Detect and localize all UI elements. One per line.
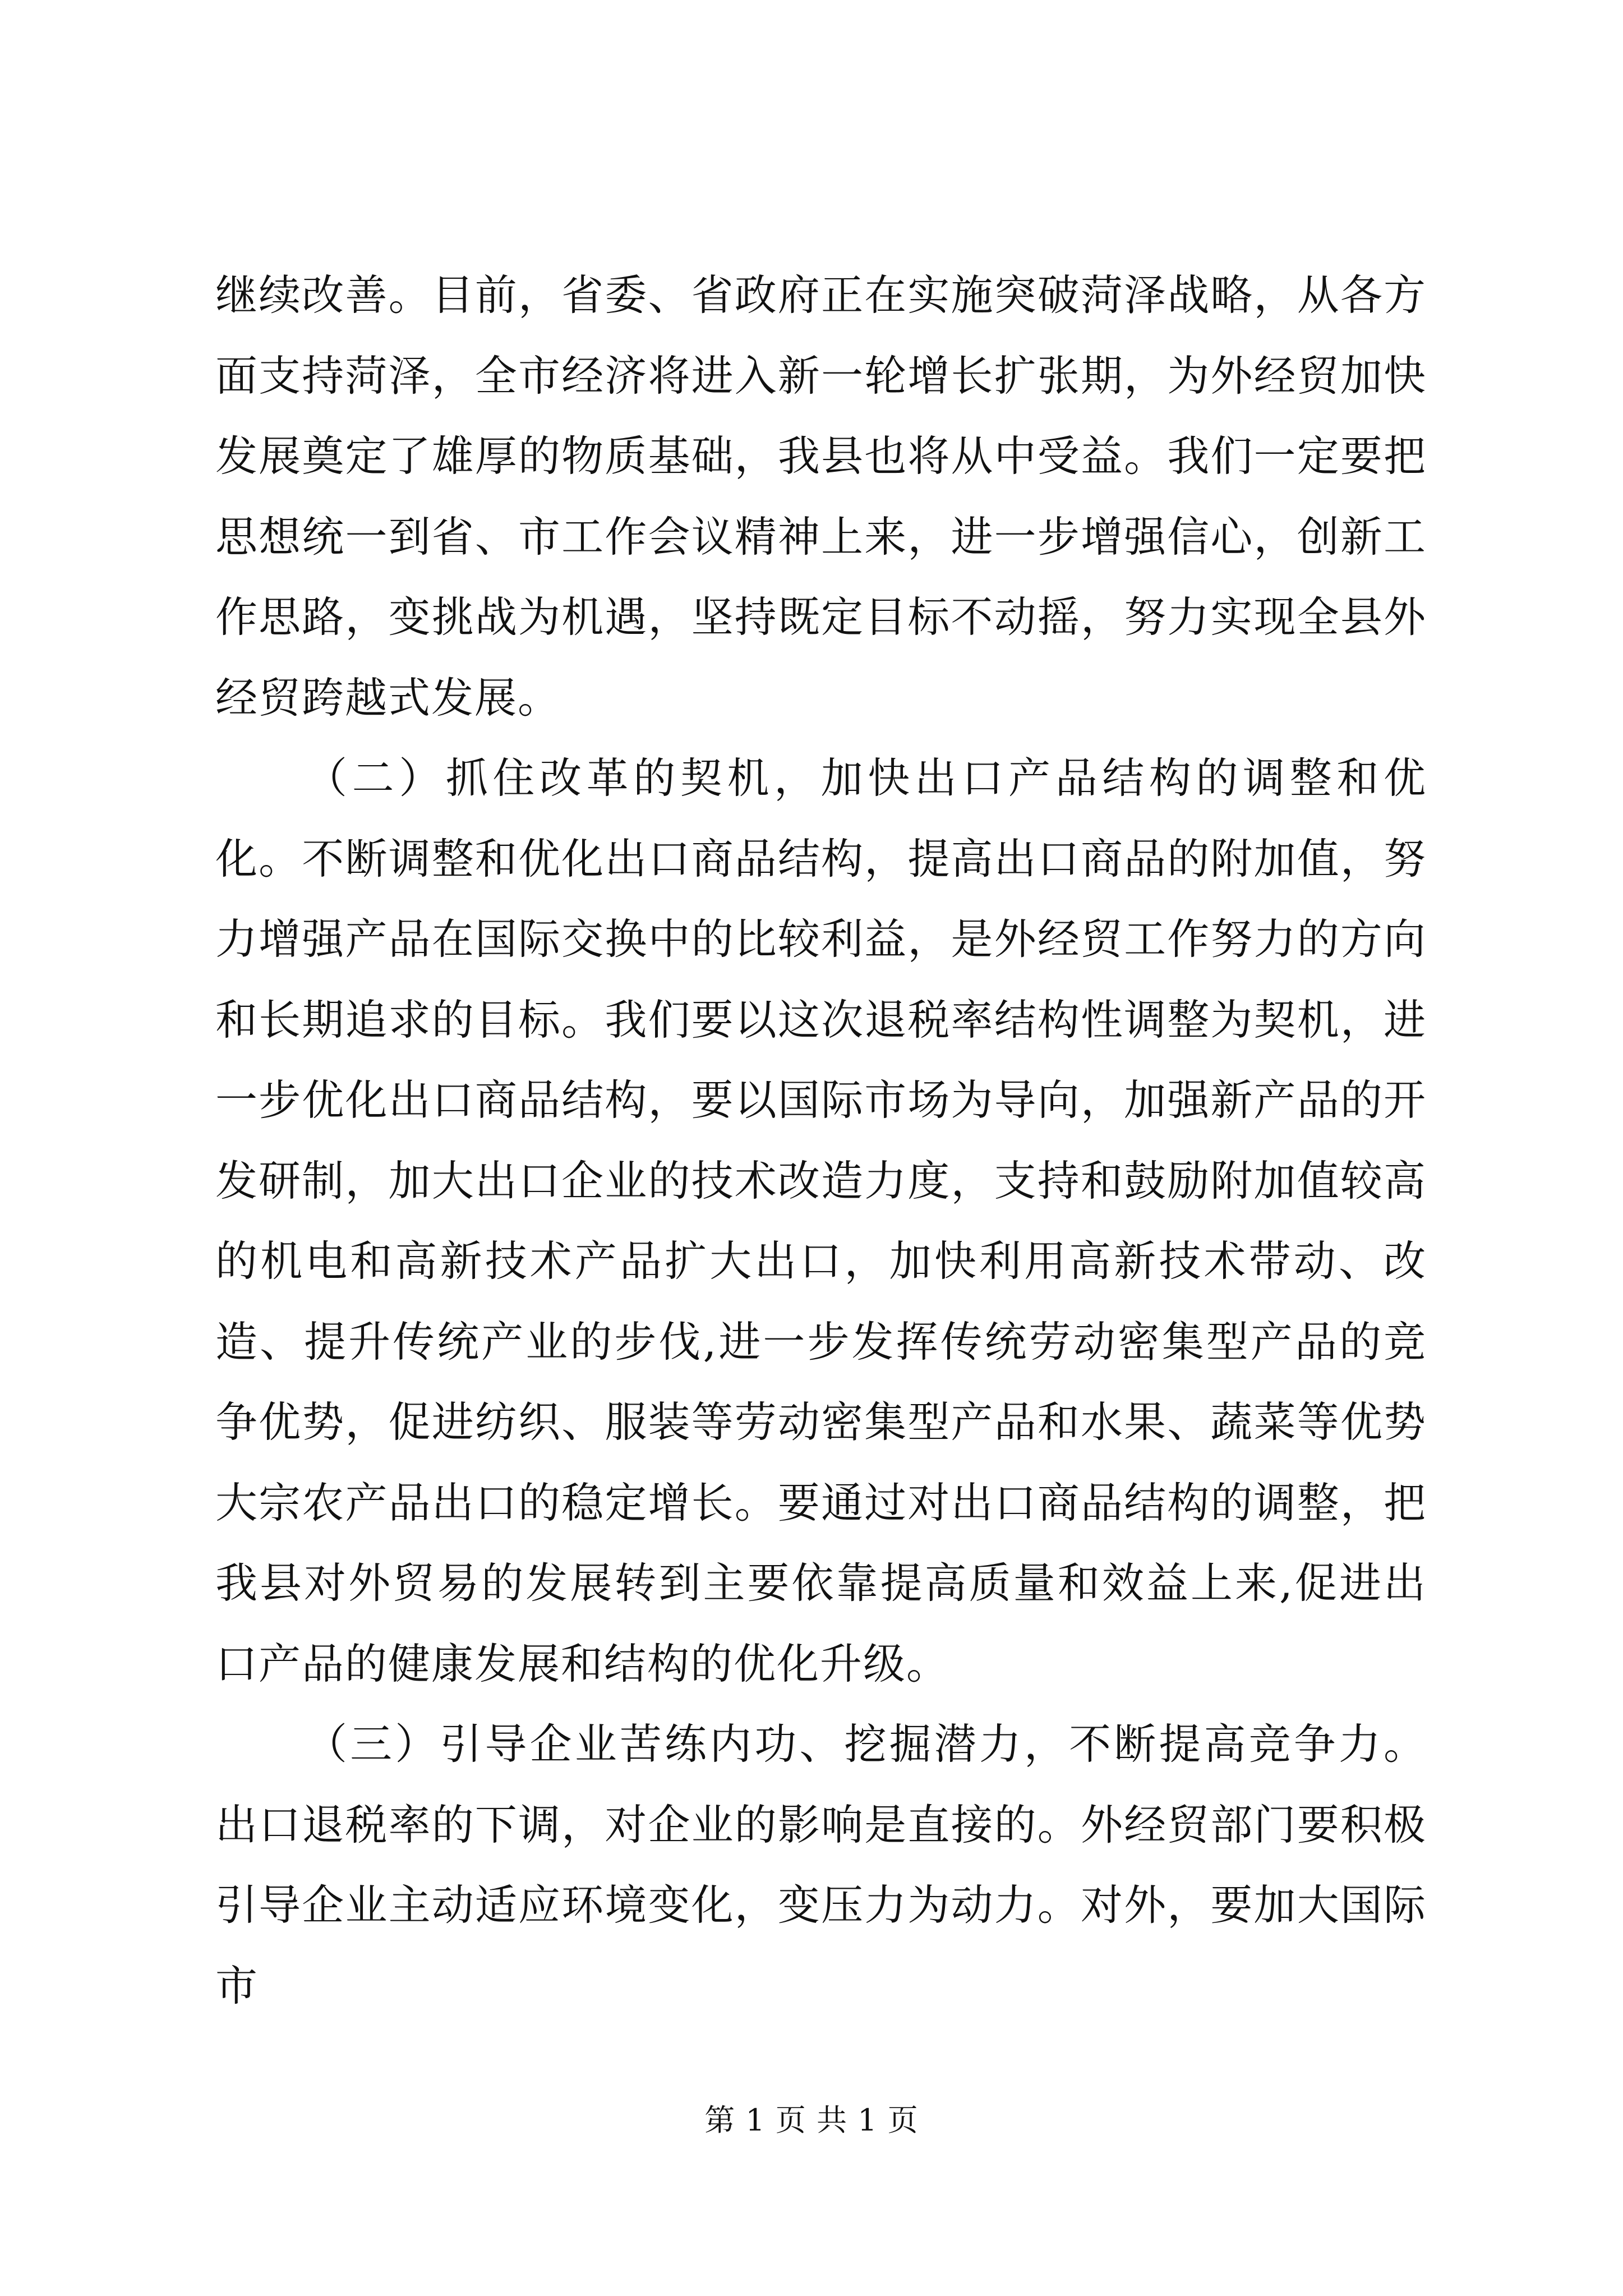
paragraph-continuation: 继续改善。目前，省委、省政府正在实施突破菏泽战略，从各方面支持菏泽，全市经济将进入新一轮增长扩张期，为外经贸加快发展奠定了雄厚的物质基础，我县也将从中受益。我们一定要把思想统一到省、市工作会议精神上来，进一步增强信心，创新工作思路，变挑战为机遇，坚持既定目标不动摇，努力实现全县外经贸跨越式发展。 — [215, 270, 1427, 723]
body-text — [215, 255, 1427, 2026]
paragraph-section-three: （三）引导企业苦练内功、挖掘潜力，不断提高竞争力。出口退税率的下调，对企业的影响是直接的。外经贸部门要积极引导企业主动适应环境变化，变压力为动力。对外，要加大国际市 — [215, 1719, 1427, 2010]
paragraph-section-two: （二）抓住改革的契机，加快出口产品结构的调整和优化。不断调整和优化出口商品结构，提高出口商品的附加值，努力增强产品在国际交换中的比较利益，是外经贸工作努力的方向和长期追求的目标。我们要以这次退税率结构性调整为契机，进一步优化出口商品结构，要以国际市场为导向，加强新产品的开发研制，加大出口企业的技术改造力度，支持和鼓励附加值较高的机电和高新技术产品扩大出口，加快利用高新技术带动、改造、提升传统产业的步伐,进一步发挥传统劳动密集型产品的竞争优势，促进纺织、服装等劳动密集型产品和水果、蔬菜等优势大宗农产品出口的稳定增长。要通过对出口商品结构的调整，把我县对外贸易的发展转到主要依靠提高质量和效益上来,促进出口产品的健康发展和结构的优化升级。 — [215, 753, 1427, 1688]
page-footer: 第 1 页 共 1 页 — [704, 2102, 919, 2138]
